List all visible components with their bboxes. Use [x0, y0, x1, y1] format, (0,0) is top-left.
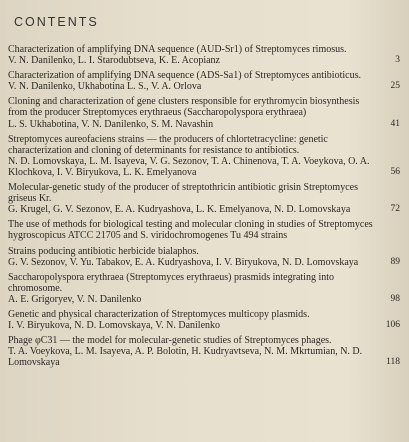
entry-authors: I. V. Biryukova, N. D. Lomovskaya, V. N. Danilenko	[8, 320, 221, 332]
toc-entry	[8, 308, 400, 332]
entry-title: Saccharopolyspora erythraea (Streptomyces erythraeus) prasmids integrating into chromosome.	[8, 271, 335, 294]
entry-page-number: 41	[390, 118, 400, 129]
entry-page-number: 106	[385, 320, 400, 331]
entry-authors: N. D. Lomovskaya, L. M. Isayeva, V. G. Sezonov, T. A. Chinenova, T. A. Voeykova, O. A. Klochkova, I. V. Biryukova, L. K. Emelyanova	[8, 155, 370, 178]
toc-entry	[8, 245, 400, 268]
entry-authors: G. Krugel, G. V. Sezonov, E. A. Kudryashova, L. K. Emelyanova, N. D. Lomovskaya	[8, 204, 351, 216]
table-of-contents	[8, 44, 400, 372]
entry-authors: A. E. Grigoryev, V. N. Danilenko	[8, 293, 142, 305]
entry-title: Genetic and physical characterization of Streptomyces multicopy plasmids.	[8, 308, 310, 320]
entry-authors: T. A. Voeykova, L. M. Isayeva, A. P. Bolotin, H. Kudryavtseva, N. M. Mkrtumian, N. D. Lomovskaya	[8, 346, 363, 369]
entry-title: Phage φC31 — the model for molecular-genetic studies of Streptomyces phages.	[8, 335, 332, 347]
entry-authors: V. N. Danilenko, Ukhabotina L. S., V. A. Orlova	[8, 81, 202, 93]
entry-authors: G. V. Sezonov, V. Yu. Tabakov, E. A. Kudryashova, I. V. Biryukova, N. D. Lomovskaya	[8, 256, 359, 268]
entry-title: Molecular-genetic study of the producer of streptothricin antibiotic grisin Streptomyces griseus Kr.	[8, 182, 358, 205]
entry-page-number: 25	[390, 81, 400, 92]
entry-title: Characterization of amplifying DNA sequence (ADS-Sa1) of Streptomyces antibioticus.	[8, 70, 361, 82]
entry-page-number: 118	[386, 357, 400, 368]
toc-entry	[8, 335, 400, 369]
toc-entry	[8, 271, 400, 305]
contents-heading: CONTENTS	[14, 15, 99, 29]
entry-page-number: 56	[390, 166, 400, 177]
toc-entry	[8, 44, 400, 67]
entry-title: Characterization of amplifying DNA sequence (AUD-Sr1) of Streptomyces rimosus.	[8, 44, 347, 55]
entry-page-number: 72	[390, 204, 400, 215]
toc-entry	[8, 219, 394, 241]
entry-title: The use of methods for biological testing and molecular cloning in studies of Streptomyces hygroscopicus ATCC 21705 and S. viridochromogenes Tu 494 strains	[8, 219, 373, 242]
entry-page-number: 3	[395, 55, 400, 66]
entry-authors: V. N. Danilenko, L. I. Starodubtseva, K. E. Acopianz	[8, 55, 220, 67]
entry-authors: L. S. Ukhabotina, V. N. Danilenko, S. M. Navashin	[8, 118, 214, 130]
entry-title: Streptomyces aureofaciens strains — the producers of chlortetracycline: genetic characterization and cloning of determinants for resistance to antibiotics.	[8, 133, 328, 156]
entry-page-number: 98	[390, 293, 400, 304]
entry-page-number: 89	[390, 256, 400, 267]
entry-title: Cloning and characterization of gene clusters responsible for erythromycin biosynthesis from the producer Streptomyces erythraeus (Saccharopolyspora erythraea)	[8, 96, 360, 119]
toc-entry	[8, 70, 400, 93]
toc-entry	[8, 96, 400, 130]
entry-title: Strains poducing antibiotic herbicide bialaphos.	[8, 245, 199, 257]
toc-entry	[8, 133, 400, 178]
toc-entry	[8, 182, 400, 216]
